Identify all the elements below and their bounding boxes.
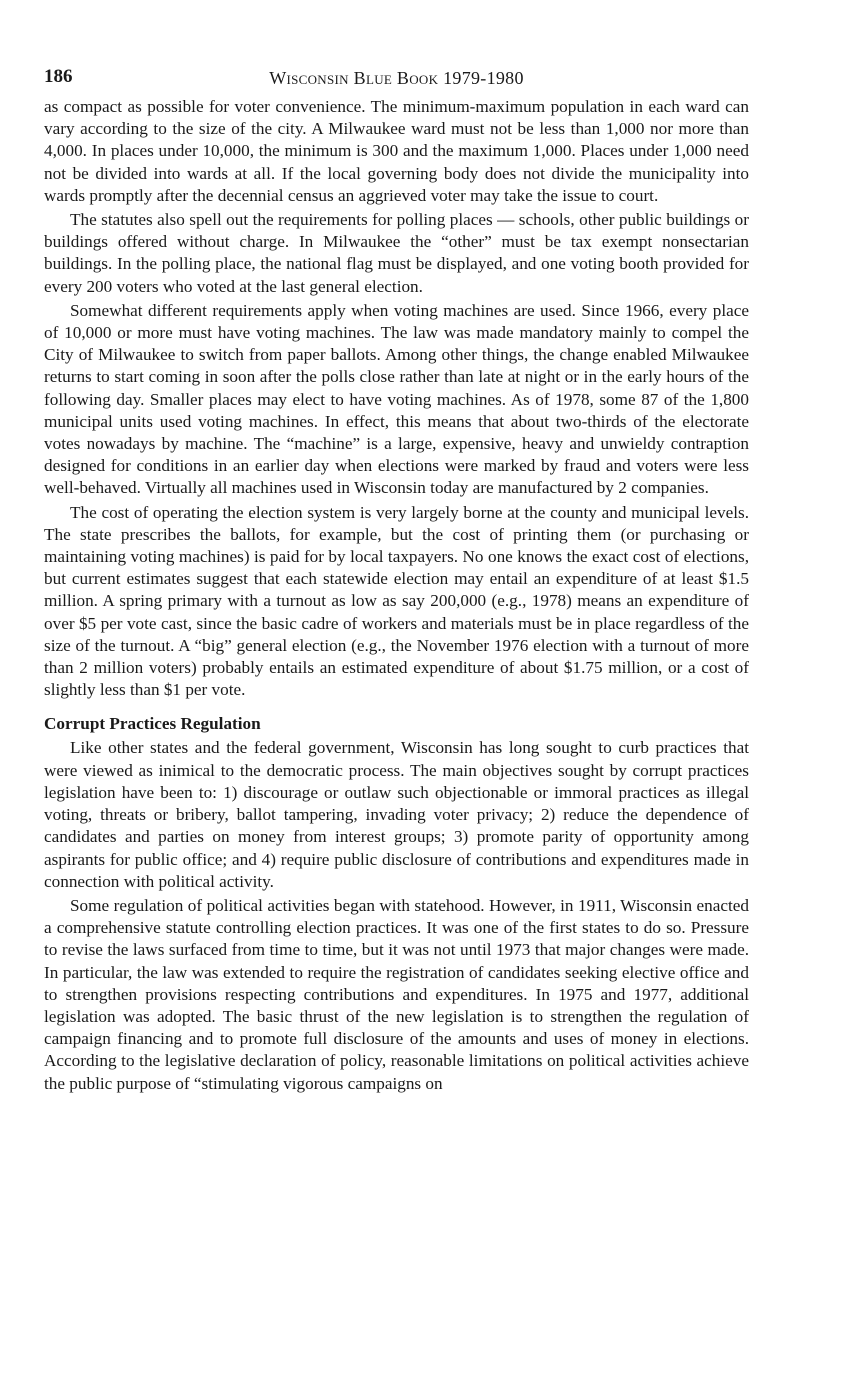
- paragraph: Like other states and the federal government, Wisconsin has long sought to curb practices that were viewed as inimical to the democratic process. The main objectives sought by corrupt practices legislation have been to: 1) discourage or outlaw such objectionable or immoral practices as illegal voting, threats or bribery, ballot tampering, invading voter privacy; 2) reduce the dependence of candidates and parties on money from interest groups; 3) promote parity of opportunity among aspirants for public office; and 4) require public disclosure of contributions and expenditures made in connection with political activity.: [44, 738, 749, 891]
- body-text: [44, 96, 749, 1095]
- document-page: [44, 62, 749, 1097]
- paragraph: The statutes also spell out the requirements for polling places — schools, other public buildings or buildings offered without charge. In Milwaukee the “other” must be tax exempt nonsectarian buildings. In the polling place, the national flag must be displayed, and one voting booth provided for every 200 voters who voted at the last general election.: [44, 210, 749, 296]
- page-header: [44, 62, 749, 96]
- running-head: Wisconsin Blue Book 1979-1980: [269, 68, 524, 88]
- paragraph: Somewhat different requirements apply when voting machines are used. Since 1966, every place of 10,000 or more must have voting machines. The law was made mandatory mainly to compel the City of Milwaukee to switch from paper ballots. Among other things, the change enabled Milwaukee returns to start coming in soon after the polls close rather than late at night or in the early hours of the following day. Smaller places may elect to have voting machines. As of 1978, some 87 of the 1,800 municipal units used voting machines. In effect, this means that about two-thirds of the electorate votes nowadays by machine. The “machine” is a large, expensive, heavy and unwieldy contraption designed for conditions in an earlier day when elections were marked by fraud and voters were less well-behaved. Virtually all machines used in Wisconsin today are manufactured by 2 companies.: [44, 300, 749, 498]
- paragraph: The cost of operating the election system is very largely borne at the county and municipal levels. The state prescribes the ballots, for example, but the cost of printing them (or purchasing or maintaining voting machines) is paid for by local taxpayers. No one knows the exact cost of elections, but current estimates suggest that each statewide election may entail an expenditure of at least $1.5 million. A spring primary with a turnout as low as say 200,000 (e.g., 1978) means an expenditure of over $5 per vote cast, since the basic cadre of workers and materials must be in place regardless of the size of the turnout. A “big” general election (e.g., the November 1976 election with a turnout of more than 2 million voters) probably entails an estimated expenditure of about $1.75 million, or a cost of slightly less than $1 per vote.: [44, 502, 749, 700]
- paragraph: as compact as possible for voter convenience. The minimum-maximum population in each ward can vary according to the size of the city. A Milwaukee ward must not be less than 1,000 nor more than 4,000. In places under 10,000, the minimum is 300 and the maximum 1,000. Places under 1,000 need not be divided into wards at all. If the local governing body does not divide the municipality into wards promptly after the decennial census an aggrieved voter may take the issue to court.: [44, 97, 749, 205]
- section-heading: Corrupt Practices Regulation: [44, 714, 261, 734]
- paragraph: Some regulation of political activities began with statehood. However, in 1911, Wisconsin enacted a comprehensive statute controlling election practices. It was one of the first states to do so. Pressure to revise the laws surfaced from time to time, but it was not until 1973 that major changes were made. In particular, the law was extended to require the registration of candidates seeking elective office and to strengthen provisions respecting contributions and expenditures. In 1975 and 1977, additional legislation was adopted. The basic thrust of the new legislation is to strengthen the regulation of campaign financing and to promote full disclosure of the amounts and uses of money in elections. According to the legislative declaration of policy, reasonable limitations on political activities achieve the public purpose of “stimulating vigorous campaigns on: [44, 895, 749, 1093]
- page-number: 186: [44, 66, 73, 87]
